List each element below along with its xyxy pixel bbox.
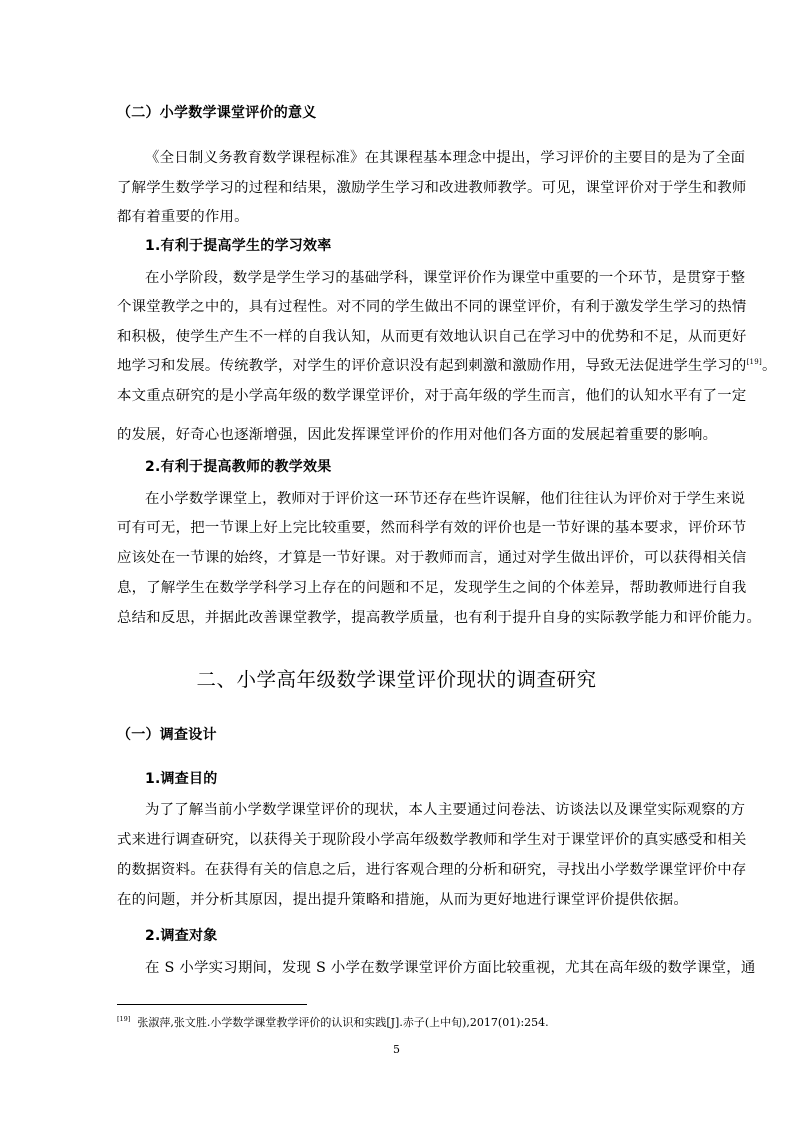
paragraph-line: 的发展，好奇心也逐渐增强，因此发挥课堂评价的作用对他们各方面的发展起着重要的影响。 <box>117 427 718 443</box>
paragraph-line: 本文重点研究的是小学高年级的数学课堂评价，对于高年级的学生而言，他们的认知水平有了一定 <box>117 388 747 404</box>
paragraph-line: 都有着重要的作用。 <box>117 209 249 225</box>
subsection-heading: 2.调查对象 <box>145 928 218 944</box>
paragraph-line: 和积极，使学生产生不一样的自我认知，从而更有效地认识自己在学习中的优势和不足，从而更好 <box>117 329 747 345</box>
footnote-rule <box>117 1004 307 1005</box>
paragraph-line: 的数据资料。在获得有关的信息之后，进行客观合理的分析和研究，寻找出小学数学课堂评价中存 <box>117 862 747 878</box>
paragraph-line: 应该处在一节课的始终，才算是一节好课。对于教师而言，通过对学生做出评价，可以获得相关信 <box>117 550 747 566</box>
paragraph-line: 总结和反思，并据此改善课堂教学，提高教学质量，也有利于提升自身的实际教学能力和评价能力。 <box>117 610 762 626</box>
footnote-marker: [19] <box>117 1015 131 1024</box>
paragraph-line: 在小学数学课堂上，教师对于评价这一环节还存在些许误解，他们往往认为评价对于学生来说 <box>145 491 746 507</box>
paragraph-line: 可有可无，把一节课上好上完比较重要，然而科学有效的评价也是一节好课的基本要求，评价环节 <box>117 520 747 536</box>
chapter-title: 二、小学高年级数学课堂评价现状的调查研究 <box>196 668 597 691</box>
paragraph-line: 在的问题，并分析其原因，提出提升策略和措施，从而为更好地进行课堂评价提供依据。 <box>117 892 688 908</box>
paragraph-line: 了解学生数学学习的过程和结果，激励学生学习和改进教师教学。可见，课堂评价对于学生和教师 <box>117 180 747 196</box>
paragraph-line: 式来进行调查研究，以获得关于现阶段小学高年级数学教师和学生对于课堂评价的真实感受和相关 <box>117 832 747 848</box>
paragraph-line: 息，了解学生在数学学科学习上存在的问题和不足，发现学生之间的个体差异，帮助教师进行自我 <box>117 580 747 596</box>
paragraph-line: 个课堂教学之中的，具有过程性。对不同的学生做出不同的课堂评价，有利于激发学生学习的热情 <box>117 299 747 315</box>
subsection-heading: 1.调查目的 <box>145 771 218 787</box>
paragraph-text: 。 <box>761 358 777 374</box>
paragraph-line: 《全日制义务教育数学课程标准》在其课程基本理念中提出，学习评价的主要目的是为了全面 <box>145 150 746 166</box>
subsection-heading: 1.有利于提高学生的学习效率 <box>145 238 332 254</box>
page-number: 5 <box>393 1043 400 1056</box>
section-heading: （二）小学数学课堂评价的意义 <box>117 105 317 121</box>
citation-marker[interactable]: [19] <box>746 358 762 367</box>
footnote-text: 张淑萍,张文胜.小学数学课堂教学评价的认识和实践[J].赤子(上中旬),2017(01):254. <box>137 1016 549 1029</box>
paragraph-line: 为了了解当前小学数学课堂评价的现状，本人主要通过问卷法、访谈法以及课堂实际观察的方 <box>145 802 746 818</box>
section-heading: （一）调查设计 <box>117 727 217 743</box>
footnote <box>117 1014 549 1030</box>
paragraph-line <box>117 354 777 375</box>
paragraph-line: 在小学阶段，数学是学生学习的基础学科，课堂评价作为课堂中重要的一个环节，是贯穿于整 <box>145 270 746 286</box>
subsection-heading: 2.有利于提高教师的教学效果 <box>145 459 332 475</box>
paragraph-text: 地学习和发展。传统教学，对学生的评价意识没有起到刺激和激励作用，导致无法促进学生学习的 <box>117 358 747 374</box>
paragraph-line: 在 S 小学实习期间，发现 S 小学在数学课堂评价方面比较重视，尤其在高年级的数学课堂，通 <box>145 960 756 976</box>
